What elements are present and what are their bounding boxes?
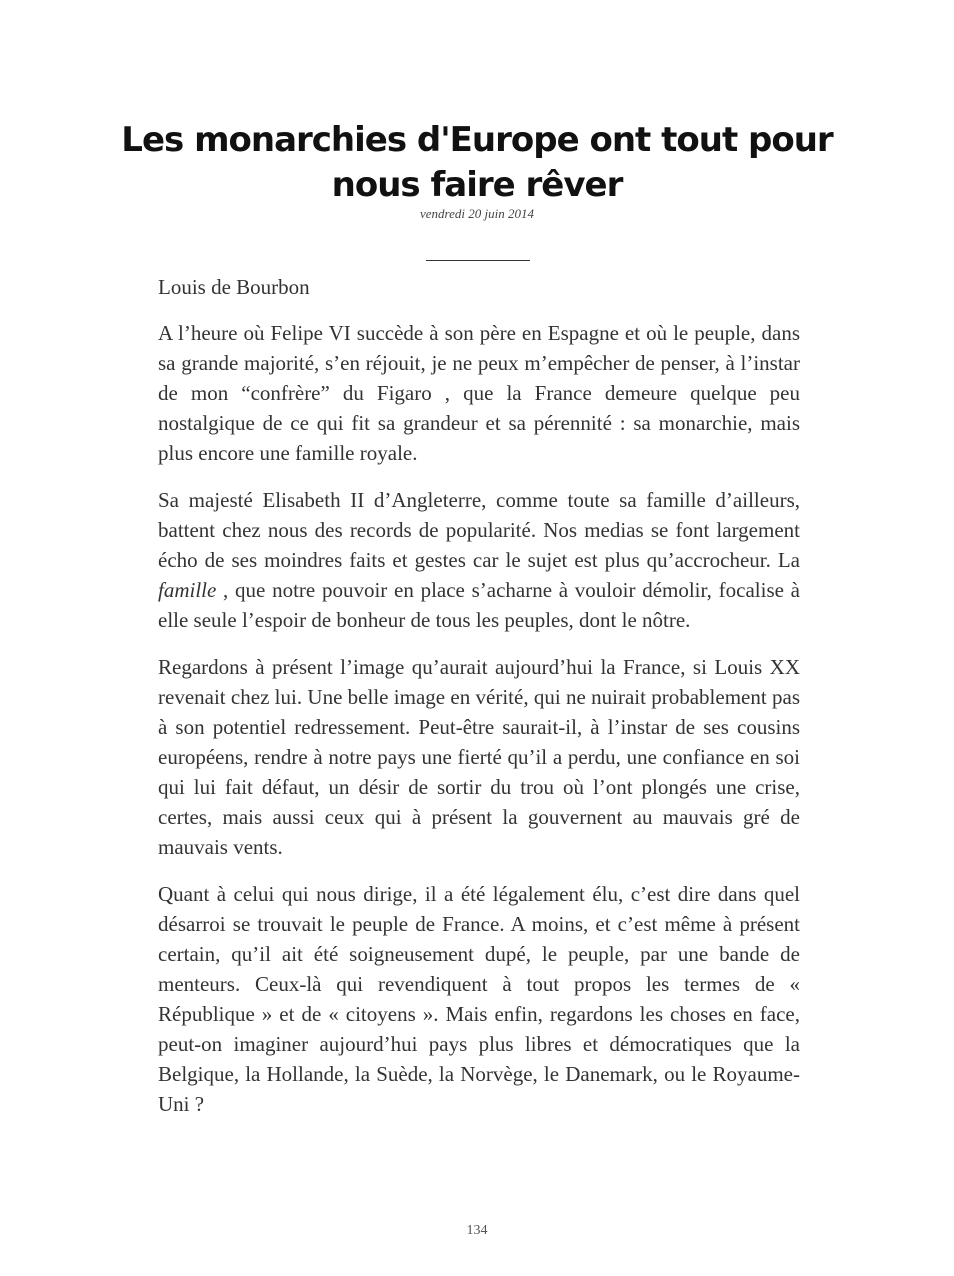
article-date: vendredi 20 juin 2014 [420, 206, 534, 221]
article-author: Louis de Bourbon [158, 275, 310, 299]
paragraph-2-text-after: , que notre pouvoir en place s’acharne à vouloir démolir, focalise à elle seule l’espoir de bonheur de tous les peuples, dont le nôtre. [158, 578, 800, 632]
paragraph-1: A l’heure où Felipe VI succède à son père en Espagne et où le peuple, dans sa grande majorité, s’en réjouit, je ne peux m’empêcher de penser, à l’instar de mon “confrère” du Figaro , que la France demeure quelque peu nostalgique de ce qui fit sa grandeur et sa pérennité : sa monarchie, mais plus encore une famille royale. [158, 321, 800, 465]
paragraph-2-italic: famille [158, 578, 217, 602]
paragraph-3: Regardons à présent l’image qu’aurait aujourd’hui la France, si Louis XX revenait chez lui. Une belle image en vérité, qui ne nuirait probablement pas à son potentiel redressement. Peut-être saurait-il, à l’instar de ses cousins européens, rendre à notre pays une fierté qu’il a perdu, une confiance en soi qui lui fait défaut, un désir de sortir du trou où l’ont plongés une crise, certes, mais aussi ceux qui à présent la gouvernent au mauvais gré de mauvais vents. [158, 655, 800, 859]
page-number: 134 [466, 1223, 488, 1238]
paragraph-4: Quant à celui qui nous dirige, il a été légalement élu, c’est dire dans quel désarroi se trouvait le peuple de France. A moins, et c’est même à présent certain, qu’il ait été soigneusement dupé, le peuple, par une bande de menteurs. Ceux-là qui revendiquent à tout propos les termes de « République » et de « citoyens ». Mais enfin, regardons les choses en face, peut-on imaginer aujourd’hui pays plus libres et démocratiques que la Belgique, la Hollande, la Suède, la Norvège, le Danemark, ou le Royaume-Uni ? [158, 882, 800, 1116]
paragraph-2-text-before: Sa majesté Elisabeth II d’Angleterre, comme toute sa famille d’ailleurs, battent chez nous des records de popularité. Nos medias se font largement écho de ses moindres faits et gestes car le sujet est plus qu’accrocheur. La [158, 488, 800, 572]
separator-rule [426, 260, 530, 261]
paragraph-2 [158, 485, 800, 635]
article-body [158, 272, 800, 1136]
article-title: Les monarchies d'Europe ont tout pour nous faire rêver [121, 120, 833, 205]
